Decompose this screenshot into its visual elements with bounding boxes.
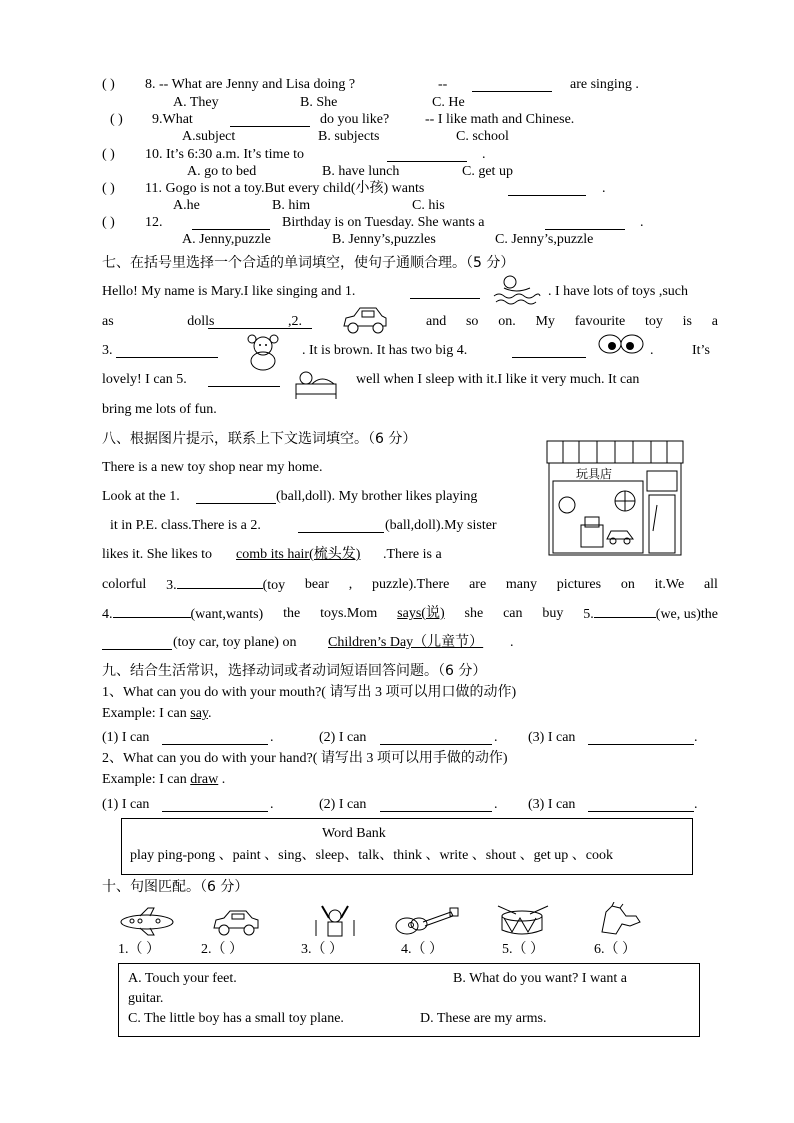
match-number-3[interactable]: 3.（ ） [301,942,343,957]
s8-line7-underlined: Children’s Day（儿童节） [328,635,484,650]
s8-line2-a: Look at the 1. [102,489,180,504]
q12-option-b: B. Jenny’s,puzzles [332,232,436,247]
q9-option-c: C. school [456,129,509,144]
s8-line3-a: it in P.E. class.There is a 2. [110,518,261,533]
word: , [348,577,353,592]
q9-mid: do you like? [320,112,390,127]
s9-q2-answer-1-label: (1) I can [102,797,150,812]
s9-q1-answer-1-label: (1) I can [102,730,150,745]
s8-line7-b: . [510,635,514,650]
word: toys.Mom [320,606,378,621]
q10-option-b: B. have lunch [322,164,400,179]
period: . [694,797,698,812]
s8-blank-1[interactable] [196,491,276,504]
q10-option-a: A. go to bed [187,164,257,179]
q9-paren[interactable]: ( ) [110,112,123,127]
s9-q1-answer-2[interactable] [380,732,492,745]
s7-blank-5[interactable] [208,374,280,387]
s8-blank-6[interactable] [102,637,172,650]
word: toy [644,314,663,329]
word: favourite [574,314,626,329]
num: 4. [102,607,113,622]
option-a: A. Touch your feet. [128,971,237,986]
word: pictures [556,577,602,592]
option-b-cont: guitar. [128,991,164,1006]
option-d: D. These are my arms. [420,1011,547,1026]
period: . [208,706,212,721]
section9-title: 九、结合生活常识，选择动词或者动词短语回答问题。（6 分） [102,663,487,679]
word: it.We [654,577,685,592]
match-number-5[interactable]: 5.（ ） [502,942,544,957]
word: puzzle).There [371,577,450,592]
q12-blank-1[interactable] [192,217,270,230]
match-number-4[interactable]: 4.（ ） [401,942,443,957]
word: (want,wants) [190,607,264,622]
word: (we, us)the [655,607,718,622]
word: all [703,577,718,592]
s9-q1-answer-3-label: (3) I can [528,730,576,745]
s8-blank-2[interactable] [298,520,384,533]
s8-line3-b: (ball,doll).My sister [385,518,497,533]
q12-paren[interactable]: ( ) [102,215,115,230]
q8-tail: are singing . [570,77,639,92]
match-number-2[interactable]: 2.（ ） [201,942,243,957]
word: the [283,606,301,621]
q11-blank[interactable] [508,183,586,196]
s8-line7-a: (toy car, toy plane) on [173,635,297,650]
s8-line2-b: (ball,doll). My brother likes playing [276,489,478,504]
q12-mid: Birthday is on Tuesday. She wants a [282,215,485,230]
s7-blank-2[interactable] [208,316,312,329]
period: . [494,797,498,812]
word: so [465,314,479,329]
s9-q2-answer-1[interactable] [162,799,268,812]
boy-arms-up-icon [312,902,358,938]
q10-tail: . [482,147,486,162]
s9-q2-answer-3-label: (3) I can [528,797,576,812]
section10-title: 十、句图匹配。（6 分） [102,879,249,895]
example-label: Example: I can [102,772,191,787]
q11-paren[interactable]: ( ) [102,181,115,196]
period: . [270,730,274,745]
word: can [503,606,523,621]
q10-paren[interactable]: ( ) [102,147,115,162]
option-c: C. The little boy has a small toy plane. [128,1011,344,1026]
s8-line4-b: .There is a [383,547,442,562]
word [102,607,263,622]
q9-option-a: A.subject [182,129,236,144]
sleeping-icon [292,366,340,400]
q8-dash: -- [438,77,448,92]
word: buy [542,606,564,621]
toy-shop-picture [545,435,685,557]
option-b: B. What do you want? I want a [453,971,627,986]
q11-option-c: C. his [412,198,445,213]
s9-q2-answer-2-label: (2) I can [319,797,367,812]
q8-paren[interactable]: ( ) [102,77,115,92]
word: on. [498,314,516,329]
q8-option-b: B. She [300,95,338,110]
s7-blank-4[interactable] [512,345,586,358]
q12-tail: . [640,215,644,230]
q8-blank[interactable] [472,79,552,92]
s7-line3-d: It’s [692,343,710,358]
word [166,578,285,593]
q9-blank[interactable] [230,114,310,127]
word: (toy [262,578,286,593]
s8-line5 [102,578,718,593]
guitar-icon [393,906,461,936]
example-label: Example: I can [102,706,191,721]
period: . [494,730,498,745]
q10-blank[interactable] [387,149,467,162]
q8-option-a: A. They [173,95,219,110]
s8-line1: There is a new toy shop near my home. [102,460,323,475]
section8-title: 八、根据图片提示，联系上下文选词填空。（6 分） [102,431,417,447]
word: a [711,314,718,329]
s7-blank-1[interactable] [410,286,480,299]
s8-blank-5[interactable] [594,607,656,618]
word: bear [304,577,329,592]
s8-blank-3[interactable] [177,578,263,589]
s9-q1-answer-2-label: (2) I can [319,730,367,745]
s9-q2-answer-3[interactable] [588,799,694,812]
num: 5. [583,607,594,622]
q9-stem: 9.What [152,112,193,127]
match-number-6[interactable]: 6.（ ） [594,942,636,957]
q8-option-c: C. He [432,95,465,110]
word: colorful [102,577,147,592]
s7-line3-num: 3. [102,343,113,358]
q12-blank-2[interactable] [545,217,625,230]
q8-stem: 8. -- What are Jenny and Lisa doing ? [145,77,356,92]
s9-example-1 [102,707,212,721]
s9-q1-answer-3[interactable] [588,732,694,745]
s7-line1-b: . I have lots of toys ,such [548,284,688,299]
swimming-icon [492,272,542,306]
hand-feet-icon [596,902,644,938]
s7-line5: bring me lots of fun. [102,402,217,417]
s9-question-1: 1、What can you do with your mouth?( 请写出 3 项可以用口做的动作) [102,685,517,700]
word-bank-box [121,818,693,875]
s9-q1-answer-1[interactable] [162,732,268,745]
period: . [694,730,698,745]
word: as [102,314,114,329]
s8-line4-a: likes it. She likes to [102,547,213,562]
word-bank-words: play ping-pong 、paint 、sing、sleep、talk、think 、write 、shout 、get up 、cook [130,848,613,863]
word: ,2. [288,314,302,329]
q10-option-c: C. get up [462,164,513,179]
s7-blank-3[interactable] [116,345,218,358]
q11-stem: 11. Gogo is not a toy.But every child(小孩) wants [145,181,425,196]
s9-question-2: 2、What can you do with your hand?( 请写出 3 项可以用手做的动作) [102,751,508,766]
q12-option-c: C. Jenny’s,puzzle [495,232,594,247]
toy-car-2-icon [210,908,262,936]
word: is [682,314,692,329]
word: she [464,606,484,621]
q9-option-b: B. subjects [318,129,380,144]
period: . [270,797,274,812]
shop-sign: 玩具店 [576,467,613,481]
s8-line6 [102,607,718,622]
num: 3. [166,578,177,593]
drum-icon [494,904,552,938]
q9-tail: -- I like math and Chinese. [425,112,575,127]
word [583,607,718,622]
word: many [505,577,538,592]
s9-q2-answer-2[interactable] [380,799,492,812]
s8-line4-underlined: comb its hair(梳头发) [236,547,361,562]
word: are [469,577,487,592]
s7-line3-c: . [650,343,654,358]
period: . [218,772,226,787]
match-number-1[interactable]: 1.（ ） [118,942,160,957]
s7-line4-a: lovely! I can 5. [102,372,187,387]
word: says(说) [397,606,445,621]
s7-line2-b [426,315,718,329]
word: and [426,314,447,329]
teddy-bear-icon [240,333,286,371]
word-bank-title: Word Bank [322,826,386,841]
q12-option-a: A. Jenny,puzzle [182,232,271,247]
word: on [620,577,635,592]
q11-option-b: B. him [272,198,311,213]
s9-example-2 [102,773,225,787]
word: My [535,314,555,329]
word: dolls [187,314,215,329]
toy-car-icon [340,304,390,336]
example-word: say [190,706,209,721]
section7-title: 七、在括号里选择一个合适的单词填空，使句子通顺合理。（5 分） [102,255,515,271]
s7-line3-b: . It is brown. It has two big 4. [302,343,468,358]
q11-tail: . [602,181,606,196]
example-word: draw [190,772,219,787]
s8-blank-4[interactable] [113,607,191,618]
toy-plane-icon [118,906,176,936]
q10-stem: 10. It’s 6:30 a.m. It’s time to [145,147,305,162]
eyes-icon [596,330,646,358]
q12-stem: 12. [145,215,163,230]
q11-option-a: A.he [173,198,200,213]
s7-line4-b: well when I sleep with it.I like it very much. It can [356,372,640,387]
s7-line1-a: Hello! My name is Mary.I like singing and 1. [102,284,356,299]
